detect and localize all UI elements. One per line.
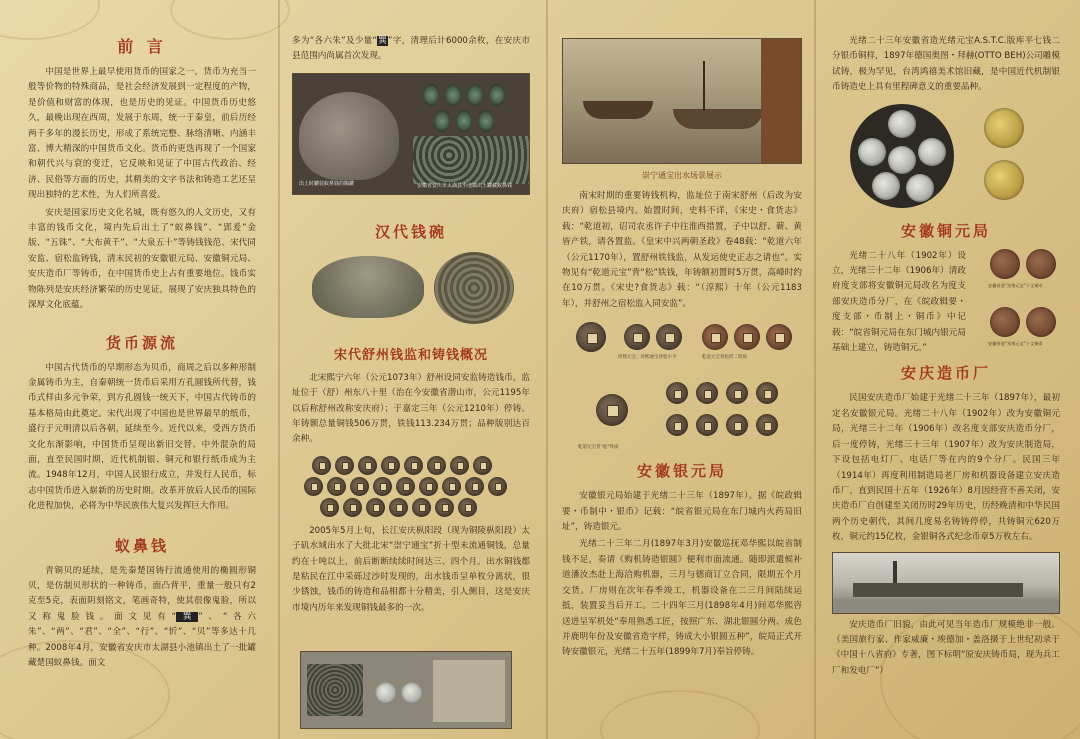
display-wall-image — [761, 39, 801, 164]
photo-caption-left: 出土时罐装蚁鼻钱的陶罐 — [299, 180, 355, 187]
coin-image — [756, 382, 778, 404]
coin-image — [702, 324, 728, 350]
cash-coin-image — [320, 498, 339, 517]
coin-image — [656, 324, 682, 350]
factory-building-image — [853, 583, 1023, 597]
coin-image — [666, 414, 688, 436]
cash-coin-image — [442, 477, 461, 496]
coin-caption: 乾道元宝背松折二铁质 — [702, 355, 747, 361]
silver-paragraph: 安徽银元局始建于光绪二十三年（1897年）。据《皖政辑要・币制中・银币》记载：“皖省银元局在东门城内火药局旧址”，铸造银元。 — [562, 491, 802, 533]
copper-coin-image — [1026, 307, 1056, 337]
boat-model-image — [583, 101, 653, 119]
cash-coin-image — [396, 477, 415, 496]
preface-title: 前 言 — [117, 37, 167, 56]
ant-nose-coin-image — [445, 84, 461, 106]
coin-image — [726, 414, 748, 436]
antnose-glyph: 巽 — [177, 611, 198, 622]
antnose-paragraph — [28, 564, 256, 672]
copper-coin-image — [990, 249, 1020, 279]
coin-pile-image — [413, 136, 530, 184]
silver-coins-photo — [832, 102, 1060, 210]
coin-caption: 安徽省造“光绪元宝”十文铜币 — [988, 340, 1043, 346]
ant-nose-coin-image — [489, 84, 505, 106]
coin-image — [624, 324, 650, 350]
song-title: 宋代舒州钱监和铸钱概况 — [333, 347, 488, 363]
coin-image — [696, 414, 718, 436]
cash-coin-image — [412, 498, 431, 517]
coin-image — [734, 324, 760, 350]
preface-paragraph: 中国是世界上最早使用货币的国家之一，货币为充当一般等价物的特殊商品，是社会经济发展到一定程度的产物，是价值和财富的体现，也是历史的见证。中国货币历史悠久，最晚出现在西周，发展于东周，统一于秦皇，前后历经两千多年的漫长历史，形成了系统完整、脉络清晰、内涵丰富、博大精深的中国货币文化。货币的更迭再现了一个国家和朝代兴与衰的变迁，它反映和见证了中国古代政治、经济、民俗等方面的历史，其精美的文字书法和铸造工艺还呈现出独特的艺术性，为人们所喜爱。 — [28, 67, 256, 201]
song-paragraph: 2005年5月上旬，长江安庆枞阳段（现为铜陵枞阳段）太子矶水域出水了大批北宋“崇宁通宝”折十型未流通铜钱，总量约在十吨以上，前后断断续续时间达三、四个月。出水铜钱都是粘民在江中采砾过沙时发现的，出水钱币呈单枚分离状，很少锈蚀，钱币的铸造和品相都十分精美，引人侧目，这是安庆市境内历年来发现铜钱最多的一次。 — [292, 525, 530, 613]
coin-image — [401, 682, 423, 704]
copper-coin-image — [990, 307, 1020, 337]
cash-coin-image — [465, 477, 484, 496]
photo-caption-right: 安徽省安庆市太湖县小池镇出土罐藏蚁鼻钱 — [417, 182, 513, 189]
copper-coin-image — [1026, 249, 1056, 279]
cash-coin-image — [350, 477, 369, 496]
han-title: 汉代钱碗 — [374, 222, 447, 241]
coin-image — [696, 382, 718, 404]
cash-coin-image — [335, 456, 354, 475]
coin-image — [756, 414, 778, 436]
pottery-jar-image — [299, 92, 399, 180]
rock-specimen-image — [307, 664, 363, 716]
silver-coin-image — [872, 172, 900, 200]
song-coins-photo — [292, 456, 530, 520]
coin-image — [766, 324, 792, 350]
cash-coin-image — [366, 498, 385, 517]
cash-coin-image — [389, 498, 408, 517]
ant-nose-coin-image — [434, 110, 450, 132]
silver-intro-paragraph: 南宋时期的重要铸钱机构，监址位于南宋舒州（后改为安庆府）宿松县境内。始置时间，史料不详，《宋史・食货志》载：“乾道初，诏司农丞许子中往淮西措置，子中以舒、蕲、黄皆产铁，请各置监。《皇宋中兴两朝圣政》卷48载：“乾道六年（公元1170年），置舒州铁钱监，从发运使史正志之请也”。实物见有“乾道元宝”背“松”铁钱，年铸额初置时5万贯，高峰时约在10万贯。《宋史?食货志》载：“（淳熙）十年（公元1183年），并舒州之宿松监入同安监”。 — [562, 191, 802, 309]
ant-nose-coin-image — [467, 84, 483, 106]
boat-mast-image — [703, 61, 705, 111]
cash-coin-image — [458, 498, 477, 517]
mint-paragraph: 民国安庆造币厂始建于光绪二十三年（1897年），最初定名安徽银元局。光绪二十八年（1902年）改为安徽铜元局，光绪三十二年（1906年）改名度支部安庆造币分厂，后一度停铸，光绪三十三年（1907年）改为安庆制造局，下设包括电灯厂、电话厂等在内的9个分厂。民国三年（1914年）再度利用制造局老厂房和机器设备建立安庆造币厂，直到民国十五年（1926年）8月因经营不善关闭，安庆造币厂自创建至关闭历时29年历史，历经晚清和中华民国两个历史朝代，其间几度易名铸铸停停，共铸铜元620万枚，铜元约15亿枚，金银铜各式纪念币章5万枚左右。 — [832, 393, 1060, 543]
coin-image — [726, 382, 748, 404]
cash-coin-image — [450, 456, 469, 475]
cash-coin-image — [381, 456, 400, 475]
song-paragraph: 北宋熙宁六年（公元1073年）舒州设同安监铸造钱币，监址位于（舒）州东八十里（治在今安徽省潜山市，公元1195年以后称舒州改称安庆府）；于嘉定三年（公元1210年）停铸。年铸额总量铜钱506万贯，铁钱113.234万贯；品种版别达百余种。 — [292, 372, 530, 445]
han-bowl-photos — [292, 250, 530, 330]
cash-coin-image — [488, 477, 507, 496]
mint-old-photo — [832, 552, 1060, 614]
coin-image — [375, 682, 397, 704]
copper-title: 安徽铜元局 — [900, 221, 991, 240]
antnose-continued — [292, 34, 530, 65]
river-image — [833, 599, 1059, 614]
cash-coin-image — [312, 456, 331, 475]
cash-coin-image — [373, 477, 392, 496]
boat-model-image — [673, 109, 763, 129]
antnose-text: 青铜贝的延续，是先秦楚国铸行流通使用的椭圆形铜贝，是仿制贝形状的一种铸币，面凸背平，重量一般只有2克至5克，表面阴刻铭文，笔画奇特，使其很像鬼脸，所以又称鬼脸钱。面文见有“ — [28, 565, 256, 622]
cash-coin-image — [473, 456, 492, 475]
ant-nose-coin-image — [456, 110, 472, 132]
cash-coin-image — [427, 456, 446, 475]
continued-text: 多为“各六朱”及少量“ — [292, 36, 377, 46]
cash-coin-image — [419, 477, 438, 496]
coin-caption: 乾道元宝背“松”铁质 — [578, 445, 619, 451]
panel-silver-bureau — [546, 0, 814, 739]
continued-glyph: 巽 — [377, 36, 388, 46]
cash-coin-image — [404, 456, 423, 475]
coin-caption: 淳熙元宝、淳熙通宝背松小平 — [618, 355, 677, 361]
silver-coin-image — [918, 138, 946, 166]
antnose-coins-photo — [292, 73, 530, 195]
silver-title: 安徽银元局 — [636, 462, 727, 481]
gold-coin-image — [984, 160, 1024, 200]
cash-coin-image — [358, 456, 377, 475]
coin-caption: 安徽省造“光绪元宝”十文铜币 — [988, 282, 1043, 288]
panel-preface — [0, 0, 278, 739]
coin-image — [576, 322, 606, 352]
silver-pattern-paragraph: 光绪二十三年安徽省造光绪元宝A.S.T.C.版库平七钱二分银币铜样，1897年德国奥图・拜赫(OTTO BEH)公司雕模试铸，极为罕见，台湾鸿禧美术馆旧藏，是中国近代机制银币铸造史上具有里程碑意义的重要品种。 — [832, 36, 1060, 93]
mint-title: 安庆造币厂 — [900, 364, 991, 383]
display-card-image — [433, 660, 505, 722]
silver-paragraph: 光绪二十三年二月(1897年3月)安徽巡抚邓华熙以皖省制钱不足，奏请《购机铸造银圆》便利市面流通。随即派遣候补道潘汝杰赴上海洽购机器，三月与德商订立合同，限期五个月交货。厂房则在次年春季竣工，机器设备在二三月间陆续运抵，装置妥当后开工。二十四年三月(1898年4月)间邓华熙咨送进呈军机处“奉用熟悉工匠，按照广东、湖北银圆分两、成色并鹿明年份及安徽省造字样，铸成大小银圆五种”，皖局正式开铸安徽银元，光绪二十五年(1899年7月)奉旨停铸。 — [562, 539, 802, 658]
panel-copper-mint — [814, 0, 1080, 739]
ant-nose-coin-image — [423, 84, 439, 106]
exhibit-photo — [300, 651, 512, 729]
cash-coin-image — [343, 498, 362, 517]
coin-image — [666, 382, 688, 404]
preface-paragraph: 安庆是国家历史文化名城，既有悠久的人文历史，又有丰富的钱币文化，境内先后出土了“蚁鼻钱”、“郢爰”金版、“五铢”、“大布黄千”、“大泉五十”等铸钱钱范、宋代同安监、宿松监铸钱，清末民初的安徽银元局、安徽铜元局、安庆造币厂等铸币，在中国货币史上占有重要地位。钱币实物陈列是安庆经济繁荣的历史见证，展现了安庆独具特色的深厚文化底蕴。 — [28, 207, 256, 311]
antnose-title: 蚁鼻钱 — [114, 536, 169, 555]
gold-coin-image — [984, 108, 1024, 148]
silver-coin-image — [906, 174, 934, 202]
origin-paragraph: 中国古代货币的早期形态为贝币，商周之后以多种形制金属铸币为主，自秦朝统一货币后采用方孔圆钱所代替，钱币式样由多元争荣，到方孔圆钱一统天下，中国古代铸币的基本格局由此奠定。宋代出现了中国也是世界最早的纸币，盛行于元明清以后各朝，延续至今。近代以来，受西方货币文化东渐影响，中国货币呈现出新旧交替、中外混杂的局面，直至民国时期，近代机制银、铜元和银行纸币成为主流。1948年12月，中国人民银行成立，并发行人民币，标志中国货币进入崭新的历史时期。改革开放后人民币的国际化进程加快，必将为中华民族伟大复兴发挥巨大作用。 — [28, 362, 256, 512]
diorama-caption: 崇宁通宝出水场景展示 — [642, 171, 722, 180]
continued-text: ”字，清理后计6000余枚，在安庆市县范围内尚属首次发现。 — [292, 36, 530, 62]
cash-coin-image — [435, 498, 454, 517]
silver-coin-image — [858, 138, 886, 166]
coin-image — [596, 394, 628, 426]
cash-coin-image — [304, 477, 323, 496]
silver-coin-image — [888, 110, 916, 138]
iron-coin-photos — [562, 318, 802, 458]
cash-coin-image — [327, 477, 346, 496]
coin-bowl-image — [312, 256, 424, 318]
coin-bowl-top-image — [434, 252, 514, 324]
panel-han-song — [278, 0, 546, 739]
origin-title: 货币源流 — [105, 333, 178, 352]
copper-paragraph: 光绪二十八年（1902年）设立，光绪三十二年（1906年）清政府度支部将安徽铜元局改名为度支部安庆造币分厂，在《皖政辑要・度支部・币制上・铜币》中记载：“皖省铜元局在东门城内银元局基础上建立，铸造铜元。” — [832, 250, 966, 354]
diorama-photo — [562, 38, 802, 164]
ant-nose-coin-image — [478, 110, 494, 132]
silver-coin-image — [888, 146, 916, 174]
mint-photo-caption: 安庆造币厂旧貌，由此可见当年造币厂规模绝非一般。（美国旅行家、作家威廉・埃德加・盖洛摄于上世纪初录于《中国十八省府》专著，图下标明“原安庆铸币局，现为兵工厂和发电厂”） — [832, 619, 1060, 676]
antnose-text: ”、“各六朱”、“两”、“君”、“全”、“行”、“忻”、“贝”等多达十几种。2008年4月，安徽省安庆市太湖县小池镇出土了一批罐藏楚国蚁鼻钱。面文 — [28, 611, 256, 668]
